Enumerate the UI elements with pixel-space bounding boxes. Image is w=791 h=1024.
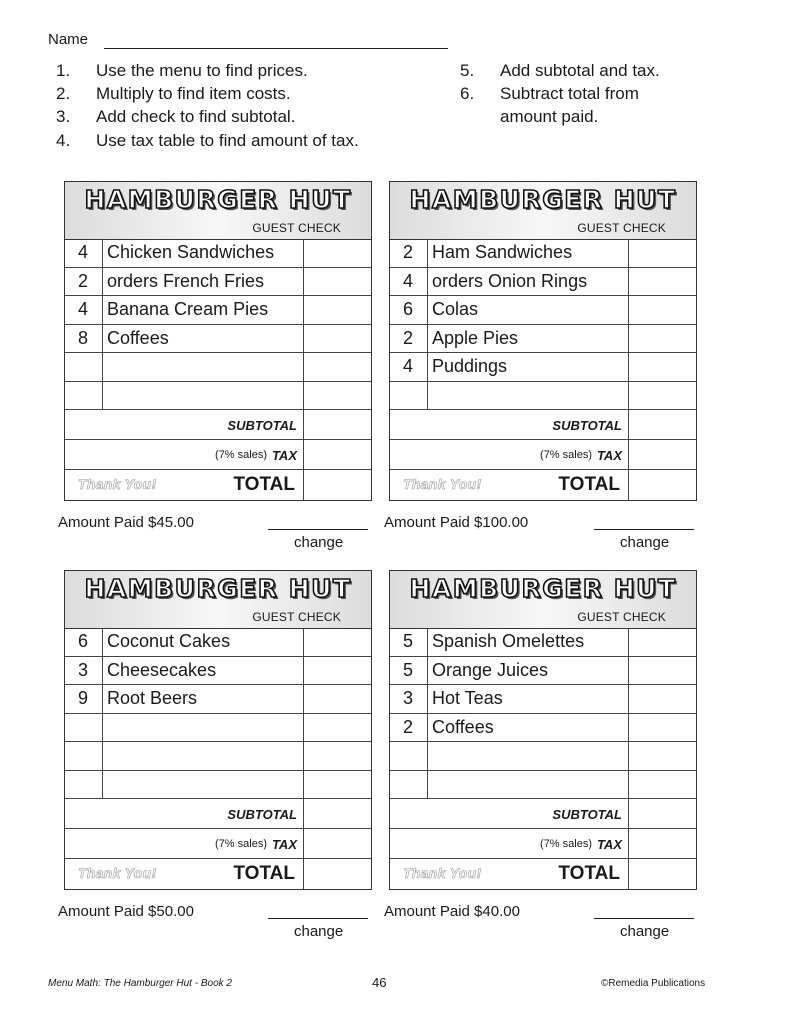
amount-paid: Amount Paid $50.00 [58, 903, 194, 920]
item-quantity: 6 [77, 631, 88, 651]
total-label: TOTAL [233, 474, 295, 495]
amount-paid: Amount Paid $100.00 [384, 514, 529, 531]
change-answer-line[interactable] [594, 529, 694, 530]
tax-label: TAX [596, 448, 622, 463]
item-quantity: 4 [77, 242, 88, 262]
item-quantity: 2 [402, 716, 413, 737]
total-label: TOTAL [558, 863, 620, 884]
item-description: Ham Sandwiches [432, 242, 573, 262]
check-title: HAMBURGER HUT [409, 185, 677, 214]
instruction-number: 4. [56, 130, 71, 150]
item-row [65, 771, 371, 800]
tax-rate-note: (7% sales) [215, 449, 267, 461]
subtotal-row [390, 799, 696, 829]
item-row [390, 239, 696, 268]
item-description: Spanish Omelettes [432, 631, 585, 651]
total-label: TOTAL [558, 474, 620, 495]
item-quantity: 5 [402, 659, 413, 680]
change-label: change [620, 923, 670, 940]
check-subtitle: GUEST CHECK [577, 610, 666, 624]
instruction-item [56, 82, 359, 105]
item-row [65, 742, 371, 771]
amount-column-divider [303, 628, 304, 889]
item-quantity: 3 [402, 688, 413, 708]
item-row [65, 296, 371, 325]
item-row [65, 239, 371, 268]
tax-row [390, 440, 696, 470]
instruction-text: Use the menu to find prices. [96, 61, 308, 80]
change-label: change [294, 923, 344, 940]
total-row [390, 859, 696, 889]
guest-check [389, 181, 697, 501]
item-row [390, 657, 696, 686]
subtotal-label: SUBTOTAL [227, 807, 297, 822]
item-row [65, 325, 371, 354]
change-label: change [620, 534, 670, 551]
item-description: Hot Teas [432, 688, 503, 708]
guest-check [64, 181, 372, 501]
total-label: TOTAL [233, 863, 295, 884]
item-row [390, 268, 696, 297]
name-label: Name [48, 31, 89, 48]
check-subtitle: GUEST CHECK [577, 221, 666, 235]
instruction-item [460, 82, 660, 105]
item-description: Coffees [432, 716, 494, 737]
subtotal-row [390, 410, 696, 440]
item-description: Apple Pies [432, 327, 519, 348]
subtotal-label: SUBTOTAL [552, 418, 622, 433]
item-description: Banana Cream Pies [107, 299, 269, 319]
quantity-column-divider [427, 239, 428, 410]
instruction-number: 6. [460, 84, 475, 104]
thank-you-text: Thank You! [78, 865, 157, 881]
instructions-left [56, 59, 359, 152]
check-title: HAMBURGER HUT [84, 574, 352, 603]
thank-you-text: Thank You! [403, 476, 482, 492]
item-quantity: 4 [77, 299, 88, 319]
instruction-text: Add check to find subtotal. [96, 107, 296, 127]
item-quantity: 6 [402, 299, 413, 319]
instruction-number [460, 105, 500, 128]
check-header [65, 571, 371, 629]
check-header [390, 571, 696, 629]
item-row [65, 714, 371, 743]
instruction-text: Subtract total from [500, 84, 639, 104]
tax-label: TAX [271, 837, 297, 852]
change-answer-line[interactable] [268, 918, 368, 919]
item-row [65, 657, 371, 686]
total-row [390, 470, 696, 500]
item-row [390, 325, 696, 354]
subtotal-row [65, 410, 371, 440]
subtotal-label: SUBTOTAL [552, 807, 622, 822]
subtotal-row [65, 799, 371, 829]
tax-rate-note: (7% sales) [540, 838, 592, 850]
check-header [65, 182, 371, 240]
item-row [390, 353, 696, 382]
check-header [390, 182, 696, 240]
check-subtitle: GUEST CHECK [252, 610, 341, 624]
total-row [65, 859, 371, 889]
item-row [65, 685, 371, 714]
item-description: orders Onion Rings [432, 270, 588, 291]
check-subtitle: GUEST CHECK [252, 221, 341, 235]
item-row [390, 296, 696, 325]
amount-paid: Amount Paid $45.00 [58, 514, 194, 531]
item-row [65, 353, 371, 382]
thank-you-text: Thank You! [78, 476, 157, 492]
item-quantity: 3 [77, 659, 88, 680]
instruction-item [56, 59, 359, 82]
footer-copyright: ©Remedia Publications [601, 978, 706, 989]
instruction-item [56, 129, 359, 152]
item-quantity: 2 [77, 270, 88, 291]
amount-column-divider [628, 628, 629, 889]
quantity-column-divider [102, 239, 103, 410]
tax-label: TAX [271, 448, 297, 463]
item-row [390, 382, 696, 411]
quantity-column-divider [102, 628, 103, 799]
item-row [390, 714, 696, 743]
item-quantity: 4 [402, 356, 413, 376]
subtotal-label: SUBTOTAL [227, 418, 297, 433]
item-quantity: 2 [402, 327, 413, 348]
tax-rate-note: (7% sales) [215, 838, 267, 850]
item-row [390, 628, 696, 657]
tax-row [65, 440, 371, 470]
item-quantity: 8 [77, 327, 88, 348]
instruction-number: 1. [56, 61, 71, 80]
item-description: Orange Juices [432, 659, 549, 680]
item-row [65, 628, 371, 657]
item-description: Coconut Cakes [107, 631, 231, 651]
item-description: Root Beers [107, 688, 198, 708]
item-quantity: 9 [77, 688, 88, 708]
amount-column-divider [303, 239, 304, 500]
instruction-number: 2. [56, 84, 71, 104]
item-row [390, 771, 696, 800]
item-description: Chicken Sandwiches [107, 242, 275, 262]
item-quantity: 4 [402, 270, 413, 291]
tax-row [390, 829, 696, 859]
tax-row [65, 829, 371, 859]
item-description: Colas [432, 299, 479, 319]
change-answer-line[interactable] [268, 529, 368, 530]
item-description: orders French Fries [107, 270, 265, 291]
item-description: Puddings [432, 356, 508, 376]
item-row [390, 685, 696, 714]
amount-column-divider [628, 239, 629, 500]
item-description: Coffees [107, 327, 169, 348]
instruction-text: Use tax table to find amount of tax. [96, 130, 359, 150]
instruction-text: Add subtotal and tax. [500, 61, 660, 80]
guest-check [389, 570, 697, 890]
tax-rate-note: (7% sales) [540, 449, 592, 461]
instruction-number: 5. [460, 61, 475, 80]
change-label: change [294, 534, 344, 551]
item-row [65, 382, 371, 411]
page-number: 46 [372, 975, 387, 990]
instructions-right [460, 59, 660, 129]
amount-paid: Amount Paid $40.00 [384, 903, 520, 920]
item-row [390, 742, 696, 771]
check-title: HAMBURGER HUT [84, 185, 352, 214]
name-line[interactable] [104, 48, 448, 49]
item-quantity: 2 [402, 242, 413, 262]
item-description: Cheesecakes [107, 659, 217, 680]
quantity-column-divider [427, 628, 428, 799]
item-row [65, 268, 371, 297]
instruction-item [460, 105, 660, 128]
instruction-item [460, 59, 660, 82]
instruction-text: amount paid. [500, 107, 599, 127]
instruction-number: 3. [56, 107, 71, 127]
tax-label: TAX [596, 837, 622, 852]
footer-book-title: Menu Math: The Hamburger Hut - Book 2 [48, 978, 232, 989]
change-answer-line[interactable] [594, 918, 694, 919]
check-title: HAMBURGER HUT [409, 574, 677, 603]
guest-check [64, 570, 372, 890]
thank-you-text: Thank You! [403, 865, 482, 881]
total-row [65, 470, 371, 500]
instruction-item [56, 105, 359, 128]
instruction-text: Multiply to find item costs. [96, 84, 291, 104]
item-quantity: 5 [402, 631, 413, 651]
